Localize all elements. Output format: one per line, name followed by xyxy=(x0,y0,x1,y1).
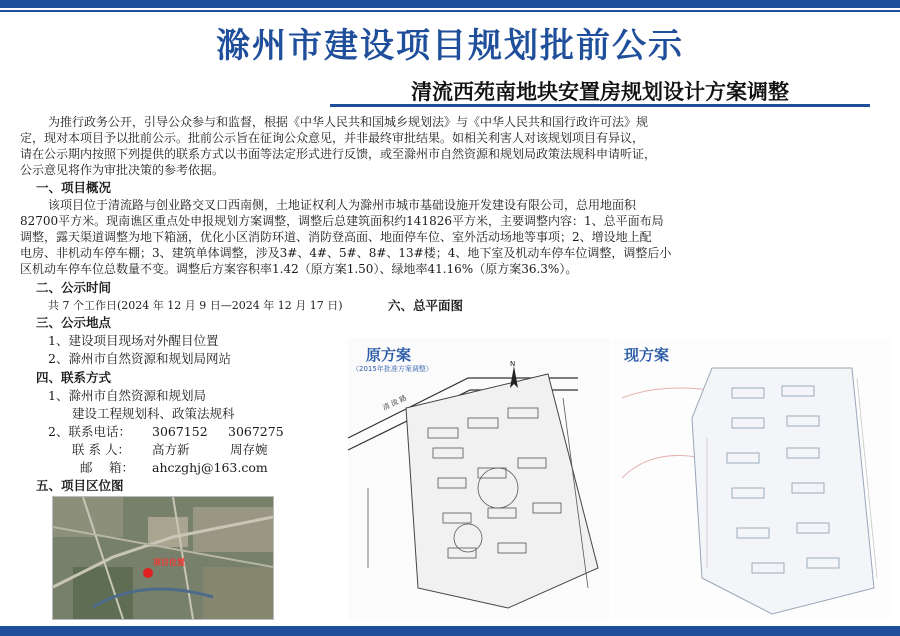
intro-paragraph xyxy=(20,114,880,178)
bottom-border-bar xyxy=(0,626,900,636)
period-text: 共 7 个工作日(2024 年 12 月 9 日—2024 年 12 月 17 日) xyxy=(48,299,343,312)
location-item: 2、滁州市自然资源和规划局网站 xyxy=(48,351,231,366)
top-border-thin-line xyxy=(0,10,900,12)
intro-line: 请在公示期内按照下列提供的联系方式以书面等法定形式进行反馈，或至滁州市自然资源和规划局政策法规科申请听证， xyxy=(20,147,657,161)
original-plan-label: 原方案 xyxy=(366,346,412,364)
section-heading-location: 三、公示地点 xyxy=(36,315,112,330)
overview-line: 该项目位于清流路与创业路交叉口西南侧，土地证权利人为滁州市城市基础设施开发建设有限公司，总用地面积 xyxy=(48,198,637,212)
overview-paragraph xyxy=(20,197,880,277)
project-location-marker xyxy=(143,568,153,578)
overview-line: 电房、非机动车停车棚；3、建筑单体调整，涉及3#、4#、5#、8#、13#楼；4、地下室及机动车停车位调整，调整后小 xyxy=(20,246,672,260)
contact-person-2: 周存婉 xyxy=(230,442,268,457)
intro-line: 定，现对本项目予以批前公示。批前公示旨在征询公众意见，并非最终审批结果。如相关利害人对该规划项目有异议， xyxy=(20,131,645,145)
original-plan-note: （2015年批准方案调整） xyxy=(352,365,433,373)
road-label: 清 流 路 xyxy=(381,393,408,413)
original-site-plan-drawing xyxy=(348,338,610,620)
original-plan-panel xyxy=(348,338,610,620)
contact-email: ahczghj@163.com xyxy=(152,460,268,475)
current-plan-label: 现方案 xyxy=(624,346,670,364)
overview-line: 区机动车停车位总数量不变。调整后方案容积率1.42（原方案1.50）、绿地率41.16%（原方案36.3%）。 xyxy=(20,262,578,276)
section-heading-site-plan: 六、总平面图 xyxy=(388,298,464,313)
marker-label: 项目位置 xyxy=(153,558,185,567)
contact-person-label: 联 系 人： xyxy=(72,442,130,457)
contact-dept: 建设工程规划科、政策法规科 xyxy=(72,406,235,421)
top-border-bar xyxy=(0,0,900,8)
intro-line: 为推行政务公开，引导公众参与和监督，根据《中华人民共和国城乡规划法》与《中华人民共和国行政许可法》规 xyxy=(48,115,649,129)
page-title: 滁州市建设项目规划批前公示 xyxy=(216,26,684,66)
overview-line: 调整，露天渠道调整为地下箱涵，优化小区消防环道、消防登高面、地面停车位、室外活动场地等事项；2、增设地上配 xyxy=(20,230,652,244)
intro-line: 公示意见将作为审批决策的参考依据。 xyxy=(20,163,225,177)
overview-line: 82700平方米。现南谯区重点处申报规划方案调整，调整后总建筑面积约141826平方米，主要调整内容：1、总平面布局 xyxy=(20,214,664,228)
section-heading-contact: 四、联系方式 xyxy=(36,370,112,385)
north-label: N xyxy=(510,360,516,368)
current-site-plan-drawing xyxy=(612,338,892,620)
contact-email-label: 邮 箱： xyxy=(80,460,134,475)
contact-person-1: 高方新 xyxy=(152,442,190,457)
section-heading-location-map: 五、项目区位图 xyxy=(36,478,124,493)
location-map xyxy=(52,496,274,620)
contact-phone-2: 3067275 xyxy=(228,424,284,439)
subtitle-underline xyxy=(330,104,870,107)
section-heading-overview: 一、项目概况 xyxy=(36,180,112,195)
current-plan-panel xyxy=(612,338,892,620)
contact-phone-label: 2、联系电话： xyxy=(48,424,131,439)
page-subtitle: 清流西苑南地块安置房规划设计方案调整 xyxy=(411,80,789,104)
location-item: 1、建设项目现场对外醒目位置 xyxy=(48,333,219,348)
contact-org: 1、滁州市自然资源和规划局 xyxy=(48,388,206,403)
section-heading-period: 二、公示时间 xyxy=(36,280,112,295)
contact-phone-1: 3067152 xyxy=(152,424,208,439)
